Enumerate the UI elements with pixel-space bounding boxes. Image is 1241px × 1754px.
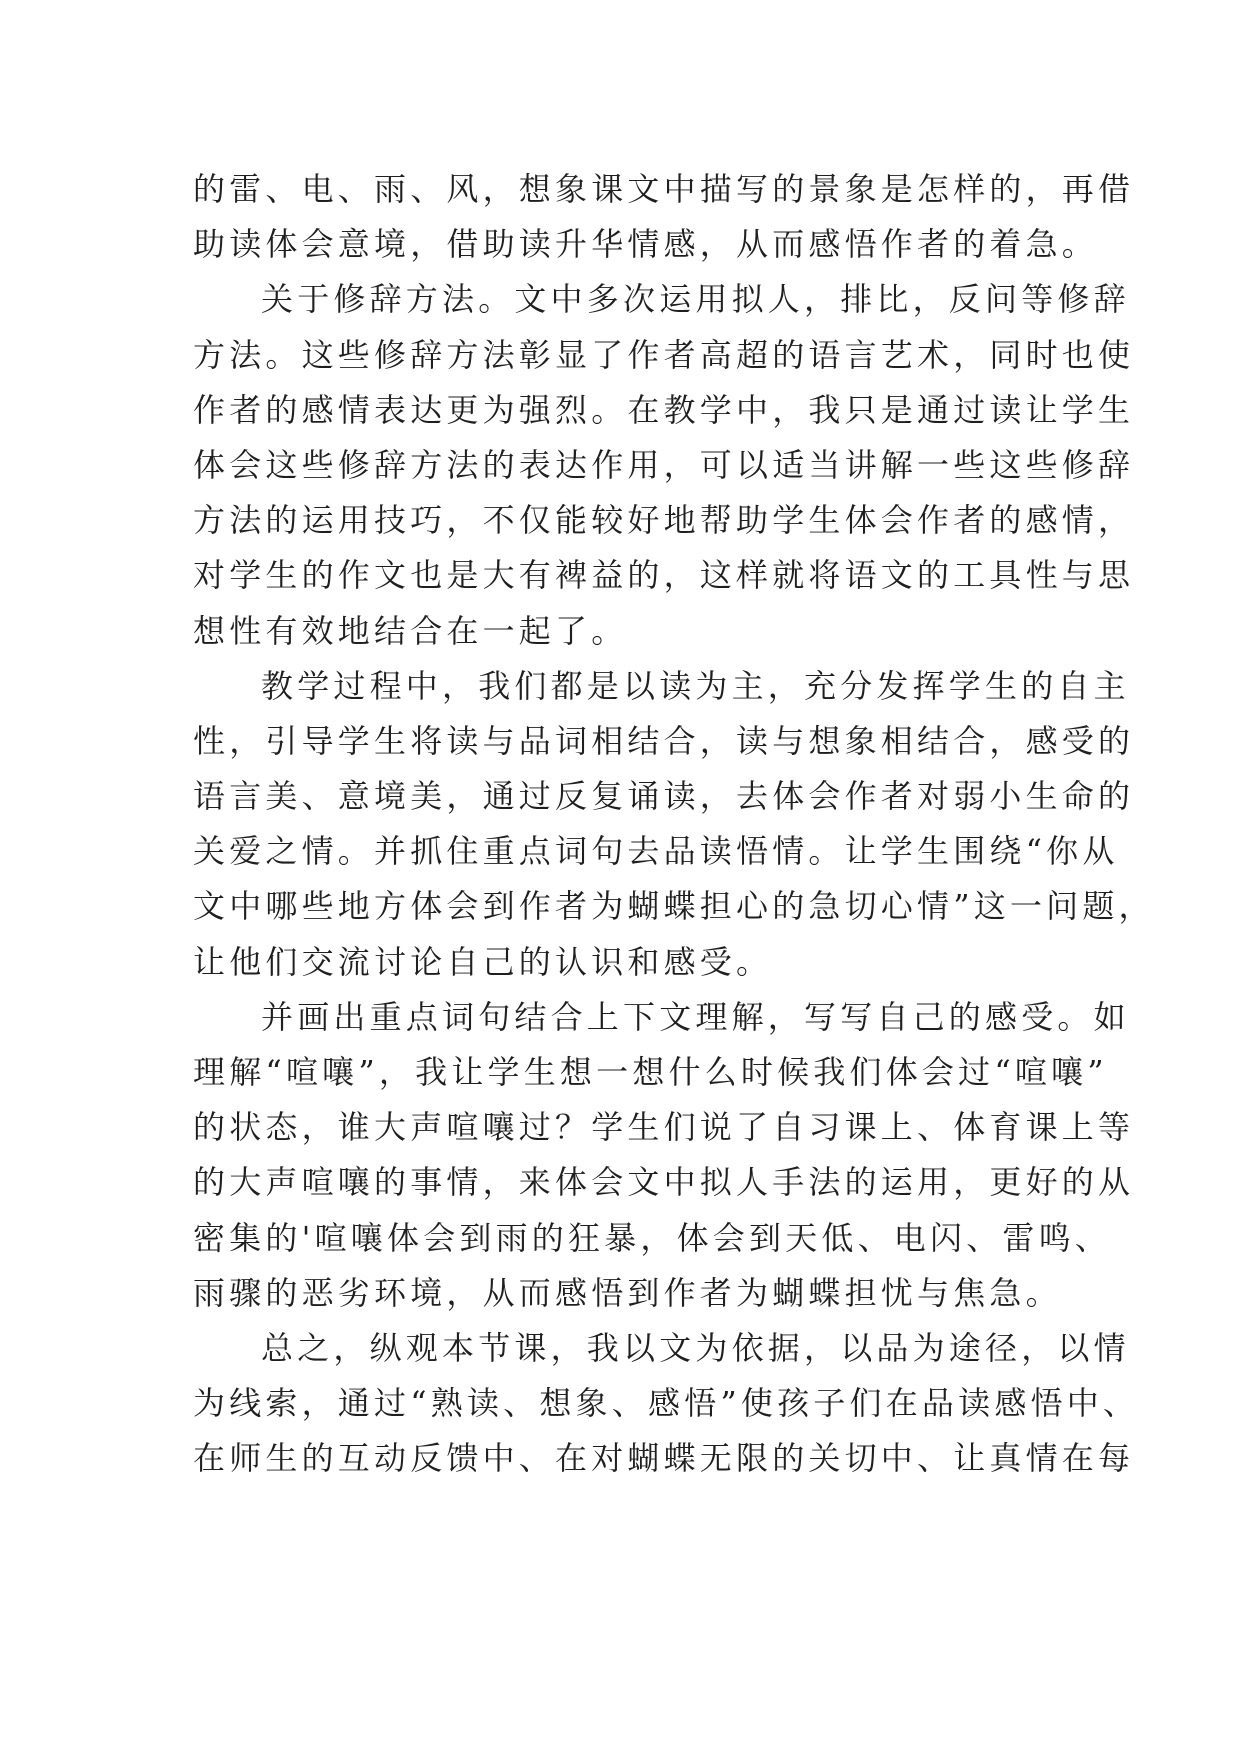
- text-line: 理解“喧嚷”，我让学生想一想什么时候我们体会过“喧嚷”: [193, 1053, 1108, 1091]
- text-line: 并画出重点词句结合上下文理解，写写自己的感受。如: [261, 997, 1130, 1036]
- text-line: 性，引导学生将读与品词相结合，读与想象相结合，感受的: [193, 721, 1135, 760]
- text-line: 方法的运用技巧，不仅能较好地帮助学生体会作者的感情，: [193, 501, 1135, 540]
- text-line: 的大声喧嚷的事情，来体会文中拟人手法的运用，更好的从: [193, 1163, 1135, 1202]
- text-line: 对学生的作文也是大有裨益的，这样就将语文的工具性与思: [193, 556, 1135, 595]
- body-text: [193, 162, 1155, 1487]
- text-line: 关爱之情。并抓住重点词句去品读悟情。让学生围绕“你从: [193, 832, 1119, 871]
- text-line: 总之，纵观本节课，我以文为依据，以品为途径，以情: [261, 1328, 1130, 1367]
- text-line: 助读体会意境，借助读升华情感，从而感悟作者的着急。: [193, 225, 1099, 264]
- text-line: 的状态，谁大声喧嚷过？学生们说了自习课上、体育课上等: [193, 1108, 1135, 1147]
- text-line: 密集的'喧嚷体会到雨的狂暴，体会到天低、电闪、雷鸣、: [193, 1218, 1111, 1257]
- text-line: 方法。这些修辞方法彰显了作者高超的语言艺术，同时也使: [193, 335, 1135, 374]
- text-line: 雨骤的恶劣环境，从而感悟到作者为蝴蝶担忧与焦急。: [193, 1273, 1062, 1312]
- text-line: 语言美、意境美，通过反复诵读，去体会作者对弱小生命的: [193, 777, 1135, 816]
- text-line: 让他们交流讨论自己的认识和感受。: [193, 942, 773, 981]
- text-line: 文中哪些地方体会到作者为蝴蝶担心的急切心情”这一问题，: [193, 887, 1155, 926]
- text-line: 想性有效地结合在一起了。: [193, 611, 628, 650]
- text-line: 为线索，通过“熟读、想象、感悟”使孩子们在品读感悟中、: [193, 1384, 1140, 1423]
- text-line: 体会这些修辞方法的表达作用，可以适当讲解一些这些修辞: [193, 445, 1135, 484]
- text-line: 在师生的互动反馈中、在对蝴蝶无限的关切中、让真情在每: [193, 1439, 1135, 1478]
- text-line: 教学过程中，我们都是以读为主，充分发挥学生的自主: [261, 666, 1130, 705]
- text-line: 作者的感情表达更为强烈。在教学中，我只是通过读让学生: [193, 390, 1135, 429]
- text-line: 关于修辞方法。文中多次运用拟人，排比，反问等修辞: [261, 280, 1130, 319]
- text-line: 的雷、电、雨、风，想象课文中描写的景象是怎样的，再借: [193, 170, 1135, 208]
